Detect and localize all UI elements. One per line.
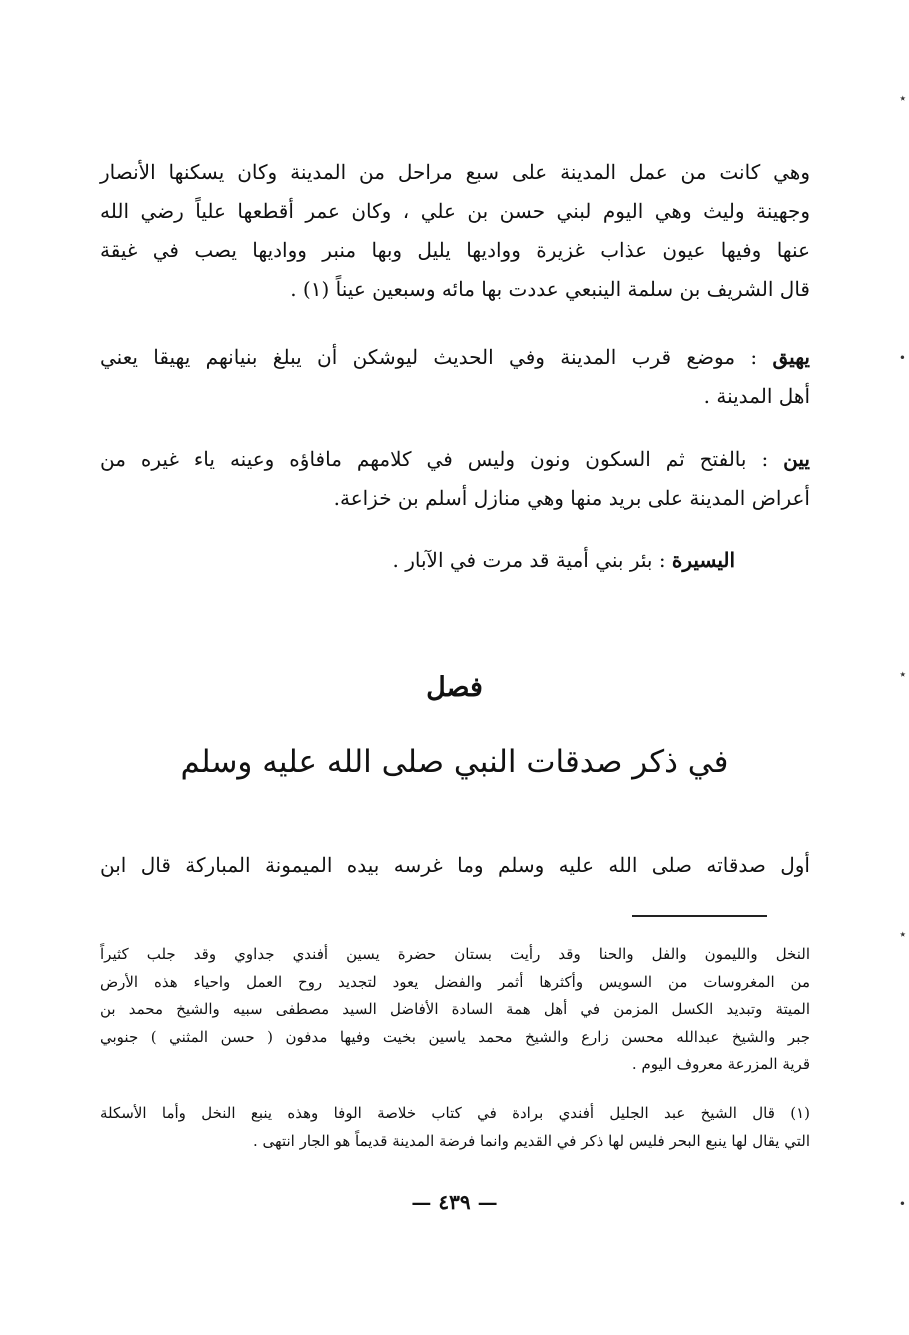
entry-line: أعراض المدينة على بريد منها وهي منازل أسلم بن خزاعة. <box>333 486 810 510</box>
entry-line <box>100 440 810 479</box>
entry-term: اليسيرة <box>671 548 735 572</box>
paragraph-line: وهي كانت من عمل المدينة على سبع مراحل من المدينة وكان يسكنها الأنصار <box>100 160 810 184</box>
footnote-line: (١) قال الشيخ عبد الجليل أفندي برادة في كتاب خلاصة الوفا وهذه ينبع النخل وأما الأسكلة <box>100 1104 810 1122</box>
entry-definition: : بالفتح ثم السكون ونون وليس في كلامهم مافاؤه وعينه ياء غيره من <box>100 447 784 471</box>
footnote-line: من المغروسات من السويس وأكثرها أثمر والفضل يعود لتجديد روح العمل واحياء هذه الأرض <box>100 972 810 991</box>
footnote-line: قرية المزرعة معروف اليوم . <box>631 1055 810 1073</box>
margin-mark: ٭ <box>899 927 906 941</box>
section-heading: فصل <box>426 672 483 703</box>
entry-yusayra <box>100 541 735 580</box>
paragraph-line: قال الشريف بن سلمة الينبعي عددت بها مائه وسبعين عيناً (١) . <box>290 277 810 301</box>
margin-mark: ٭ <box>899 667 906 681</box>
paragraph-sadaqat <box>100 846 810 885</box>
entry-definition: : بئر بني أمية قد مرت في الآبار . <box>392 548 672 572</box>
entry-definition: : موضع قرب المدينة وفي الحديث ليوشكن أن يبلغ بنيانهم يهيقا يعني <box>100 345 773 369</box>
entry-term: يهيق <box>772 345 810 369</box>
margin-mark: ٭ <box>899 91 906 105</box>
entry-line <box>100 338 810 377</box>
entry-line <box>100 541 735 580</box>
paragraph-line: عنها وفيها عيون عذاب غزيرة وواديها يليل وبها منبر وواديها يصب في غيقة <box>100 238 810 262</box>
paragraph-line: أول صدقاته صلى الله عليه وسلم وما غرسه بيده الميمونة المباركة قال ابن <box>100 853 810 877</box>
page-number: — ٤٣٩ — <box>411 1190 498 1214</box>
section-subheading: في ذكر صدقات النبي صلى الله عليه وسلم <box>180 744 729 780</box>
footnote-line: النخل والليمون والفل والحنا وقد رأيت بستان حضرة يسين أفندي جداوي وقد جلب كثيراً <box>100 945 810 963</box>
entry-line: أهل المدينة . <box>703 384 810 408</box>
paragraph-line: وجهينة وليث وهي اليوم لبني حسن بن علي ، وكان عمر أقطعها علياً رضي الله <box>100 199 810 223</box>
entry-yayn <box>100 440 810 518</box>
entry-term: يين <box>783 447 810 471</box>
footnote-line: جبر والشيخ عبدالله محسن زارع والشيخ محمد ياسين بخيت وفيها مدفون ( حسن المثني ) جنوبي <box>100 1027 810 1046</box>
footnote-separator <box>632 915 767 917</box>
footnote-line: الميتة وتبديد الكسل المزمن في أهل همة السادة الأفاضل السيد مصطفى سبيه والشيخ محمد بن <box>100 1000 810 1018</box>
margin-mark: • <box>898 1197 906 1211</box>
margin-mark: • <box>898 351 906 365</box>
paragraph-yanbu-description <box>100 153 810 309</box>
footnote-continuation <box>100 941 810 1079</box>
footnote-1 <box>100 1100 810 1155</box>
entry-yahyaq <box>100 338 810 416</box>
footnote-line: التي يقال لها ينبع البحر فليس لها ذكر في القديم وانما فرضة المدينة قديماً هو الجار انتهى . <box>253 1131 810 1150</box>
